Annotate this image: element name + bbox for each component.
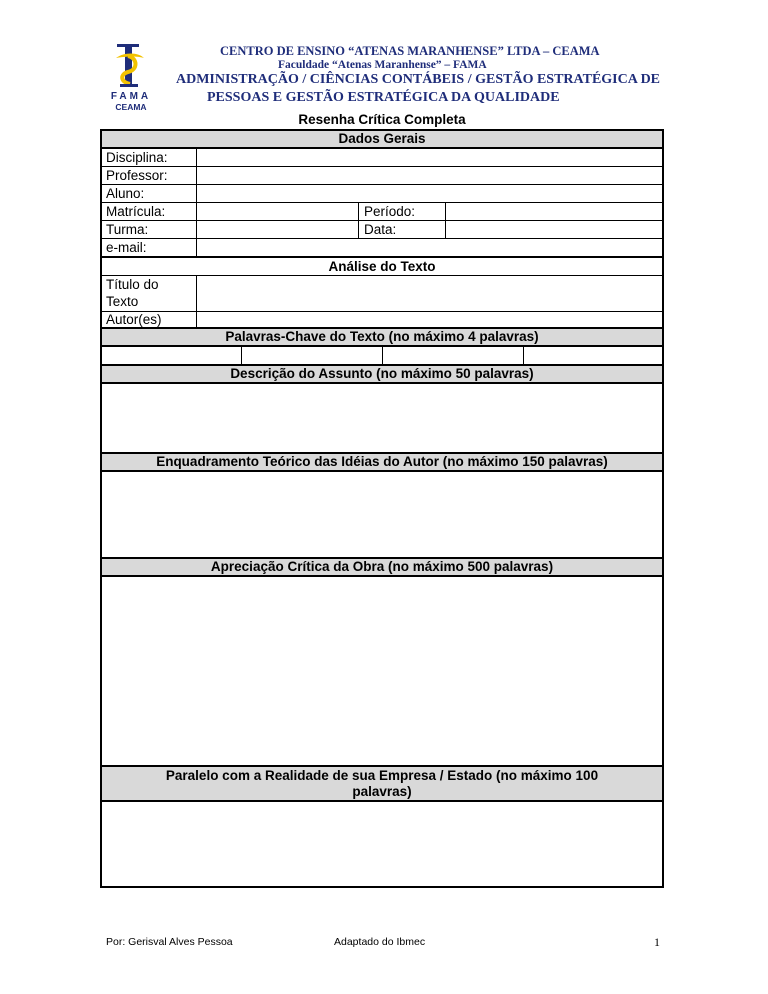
section-palavras-chave — [102, 329, 662, 347]
institution-name: CENTRO DE ENSINO “ATENAS MARANHENSE” LTDA – CEAMA — [220, 44, 600, 58]
review-form — [100, 129, 664, 888]
row-titulo — [102, 276, 662, 312]
row-email — [102, 239, 662, 258]
label-matricula: Matrícula: — [106, 204, 166, 219]
page-number: 1 — [654, 935, 660, 949]
field-professor[interactable] — [197, 167, 662, 184]
field-apreciacao[interactable] — [102, 577, 662, 767]
section-enquadramento — [102, 454, 662, 472]
footer-author: Por: Gerisval Alves Pessoa — [106, 936, 233, 948]
section-title: Descrição do Assunto (no máximo 50 palavras) — [230, 366, 534, 381]
field-email[interactable] — [197, 239, 662, 256]
logo-word: FAMA — [110, 91, 152, 102]
section-title-line-1: Paralelo com a Realidade de sua Empresa / Estado (no máximo 100 — [165, 768, 599, 783]
keyword-field-3[interactable] — [383, 347, 523, 364]
label-titulo-2: Texto — [106, 294, 139, 309]
keyword-field-2[interactable] — [242, 347, 382, 364]
field-periodo[interactable] — [446, 203, 662, 220]
section-title: Análise do Texto — [328, 259, 436, 274]
section-dados-gerais — [102, 131, 662, 149]
divider — [358, 221, 359, 238]
field-autor[interactable] — [197, 312, 662, 327]
row-disciplina — [102, 149, 662, 167]
row-turma — [102, 221, 662, 239]
divider — [358, 203, 359, 220]
row-autor — [102, 312, 662, 329]
label-turma: Turma: — [106, 222, 149, 237]
logo-sub: CEAMA — [115, 102, 147, 112]
section-title: Apreciação Crítica da Obra (no máximo 500 palavras) — [210, 559, 554, 574]
field-paralelo[interactable] — [102, 802, 662, 886]
row-professor — [102, 167, 662, 185]
field-aluno[interactable] — [197, 185, 662, 202]
courses-line-1: ADMINISTRAÇÃO / CIÊNCIAS CONTÁBEIS / GESTÃO ESTRATÉGICA DE — [176, 72, 661, 87]
row-keywords — [102, 347, 662, 366]
courses-line-2: PESSOAS E GESTÃO ESTRATÉGICA DA QUALIDADE — [207, 90, 560, 105]
faculty-name: Faculdade “Atenas Maranhense” – FAMA — [278, 59, 487, 71]
label-disciplina: Disciplina: — [106, 150, 168, 165]
row-matricula — [102, 203, 662, 221]
section-descricao — [102, 366, 662, 384]
label-autor: Autor(es) — [106, 312, 162, 327]
field-matricula[interactable] — [197, 203, 357, 220]
section-title: Dados Gerais — [338, 131, 426, 146]
label-data: Data: — [364, 222, 397, 237]
footer-adapted: Adaptado do Ibmec — [334, 936, 426, 948]
section-apreciacao — [102, 559, 662, 577]
label-periodo: Período: — [364, 204, 416, 219]
row-aluno — [102, 185, 662, 203]
field-data[interactable] — [446, 221, 662, 238]
label-titulo-1: Título do — [106, 277, 159, 292]
fama-logo — [104, 44, 160, 114]
label-professor: Professor: — [106, 168, 168, 183]
field-enquadramento[interactable] — [102, 472, 662, 559]
section-paralelo — [102, 767, 662, 802]
section-analise — [102, 258, 662, 276]
section-title: Palavras-Chave do Texto (no máximo 4 palavras) — [225, 329, 539, 344]
section-title: Enquadramento Teórico das Idéias do Autor (no máximo 150 palavras) — [156, 454, 608, 469]
keyword-field-1[interactable] — [102, 347, 241, 364]
label-email: e-mail: — [106, 240, 147, 255]
field-turma[interactable] — [197, 221, 357, 238]
field-descricao[interactable] — [102, 384, 662, 454]
field-titulo[interactable] — [197, 276, 662, 311]
form-title: Resenha Crítica Completa — [298, 112, 466, 127]
label-aluno: Aluno: — [106, 186, 145, 201]
section-title-line-2: palavras) — [352, 784, 412, 799]
keyword-field-4[interactable] — [524, 347, 662, 364]
field-disciplina[interactable] — [197, 149, 662, 166]
